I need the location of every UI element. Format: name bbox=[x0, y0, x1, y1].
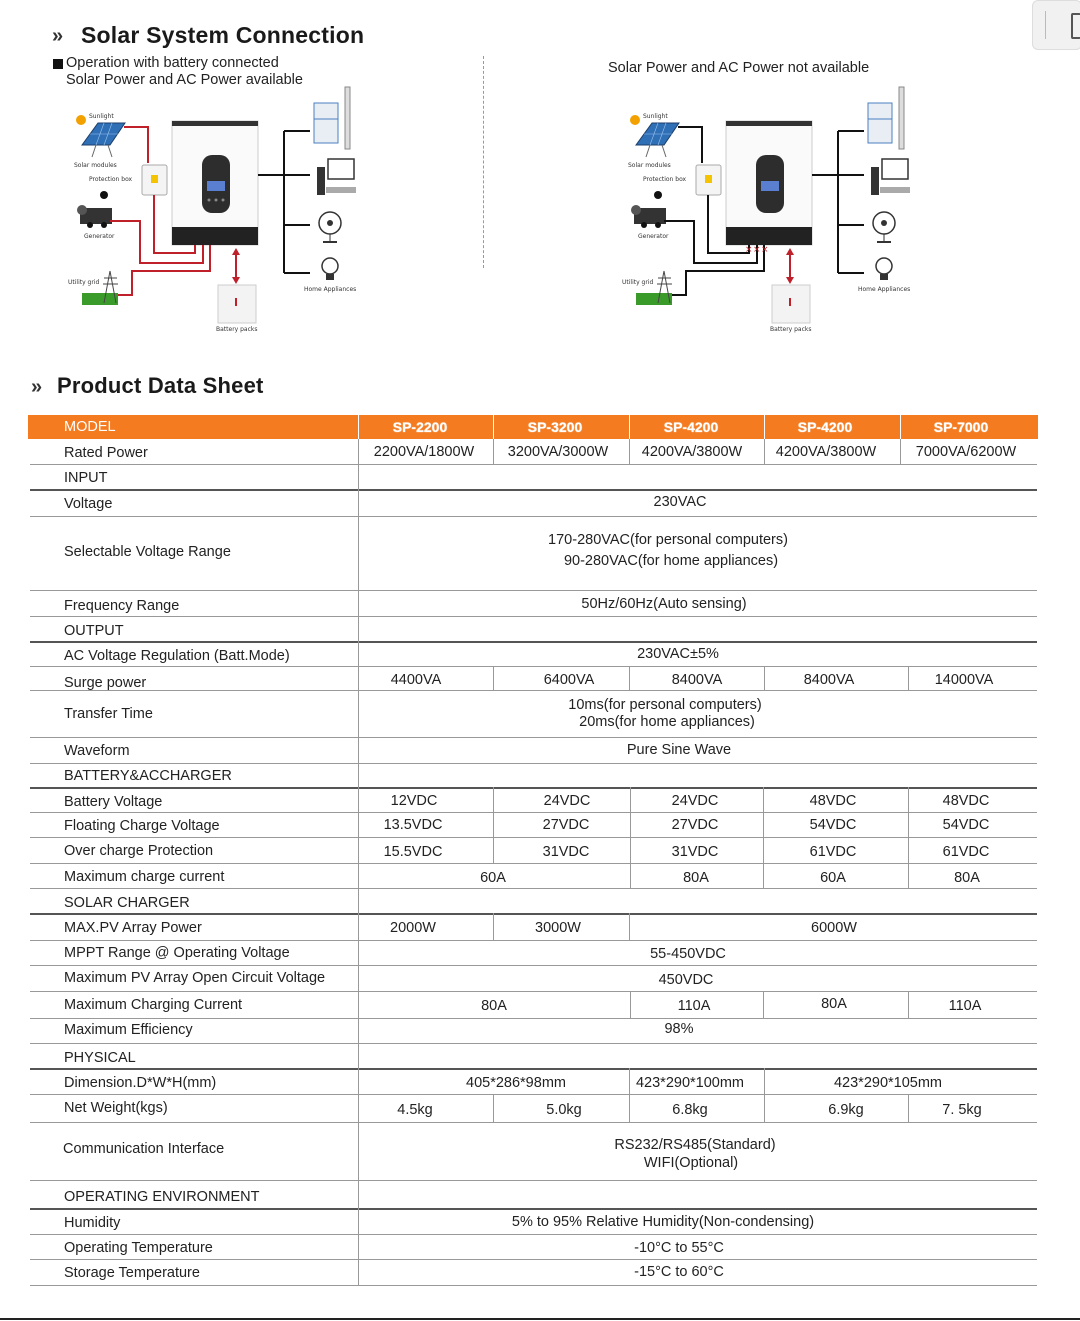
fan-icon bbox=[319, 212, 341, 242]
range-line1: 170-280VAC(for personal computers) bbox=[548, 532, 788, 548]
floating-charge-value: 27VDC bbox=[542, 817, 590, 833]
label-battery-packs: Battery packs bbox=[216, 326, 258, 333]
light-bulb-icon bbox=[322, 258, 338, 280]
dimension-value: 405*286*98mm bbox=[466, 1075, 566, 1091]
svg-text:×: × bbox=[753, 245, 761, 255]
header-model: SP-4200 bbox=[663, 419, 719, 435]
row-label-mppt: MPPT Range @ Operating Voltage bbox=[64, 945, 290, 961]
voltage-value: 230VAC bbox=[653, 494, 707, 510]
diagram-battery-connected bbox=[60, 85, 370, 340]
inverter-icon bbox=[172, 121, 258, 245]
sun-icon bbox=[76, 115, 86, 125]
generator-icon bbox=[77, 191, 112, 228]
rated-power-value: 2200VA/1800W bbox=[373, 444, 475, 460]
label-home-appliances: Home Appliances bbox=[304, 286, 357, 293]
section-physical: PHYSICAL bbox=[64, 1050, 136, 1066]
over-charge-value: 31VDC bbox=[542, 844, 590, 860]
floating-charge-value: 27VDC bbox=[671, 817, 719, 833]
section-environment: OPERATING ENVIRONMENT bbox=[64, 1189, 260, 1205]
header-model: SP-4200 bbox=[797, 419, 853, 435]
floating-charge-value: 54VDC bbox=[809, 817, 857, 833]
label-generator-right: Generator bbox=[638, 233, 669, 240]
battery-voltage-value: 48VDC bbox=[942, 793, 990, 809]
ac-regulation-value: 230VAC±5% bbox=[637, 646, 719, 662]
over-charge-value: 15.5VDC bbox=[383, 844, 443, 860]
max-pv-value: 6000W bbox=[811, 920, 857, 936]
surge-value: 6400VA bbox=[543, 672, 595, 688]
row-label-rated-power: Rated Power bbox=[64, 445, 148, 461]
header-model: SP-2200 bbox=[392, 419, 448, 435]
light-bulb-icon bbox=[876, 258, 892, 280]
utility-grid-icon bbox=[636, 271, 672, 305]
label-solar-modules: Solar modules bbox=[74, 162, 117, 169]
net-weight-value: 4.5kg bbox=[397, 1102, 433, 1118]
net-weight-value: 5.0kg bbox=[546, 1102, 582, 1118]
divider bbox=[1045, 11, 1046, 39]
max-efficiency-value: 98% bbox=[664, 1021, 694, 1037]
surge-value: 4400VA bbox=[390, 672, 442, 688]
row-label-max-pv: MAX.PV Array Power bbox=[64, 920, 202, 936]
dimension-value: 423*290*100mm bbox=[635, 1075, 745, 1091]
rated-power-value: 4200VA/3800W bbox=[641, 444, 743, 460]
fridge-icon bbox=[314, 87, 350, 149]
net-weight-value: 6.8kg bbox=[672, 1102, 708, 1118]
diagram-power-not-available bbox=[614, 85, 924, 340]
label-utility-grid: Utility grid bbox=[68, 279, 100, 286]
svg-text:×: × bbox=[745, 245, 753, 255]
battery-voltage-value: 48VDC bbox=[809, 793, 857, 809]
max-charge-current-value: 60A bbox=[480, 870, 506, 886]
section-title-solar: Solar System Connection bbox=[81, 22, 365, 48]
max-charging-current-value: 110A bbox=[677, 998, 711, 1014]
max-charge-current-value: 80A bbox=[954, 870, 980, 886]
row-label-floating-charge: Floating Charge Voltage bbox=[64, 818, 220, 834]
row-label-transfer: Transfer Time bbox=[64, 706, 153, 722]
bracket-icon bbox=[1071, 13, 1080, 39]
label-battery-packs-right: Battery packs bbox=[770, 326, 812, 333]
computer-icon bbox=[317, 159, 356, 195]
label-utility-grid-right: Utility grid bbox=[622, 279, 654, 286]
max-pv-value: 2000W bbox=[390, 920, 436, 936]
row-label-max-charge-current: Maximum charge current bbox=[64, 869, 225, 885]
row-label-dimension: Dimension.D*W*H(mm) bbox=[64, 1075, 217, 1091]
sun-icon bbox=[630, 115, 640, 125]
battery-voltage-value: 24VDC bbox=[671, 793, 719, 809]
inverter-icon bbox=[726, 121, 812, 245]
dimension-value: 423*290*105mm bbox=[833, 1075, 943, 1091]
label-protection-box-right: Protection box bbox=[643, 176, 687, 183]
transfer-line2: 20ms(for home appliances) bbox=[579, 714, 755, 730]
waveform-value: Pure Sine Wave bbox=[626, 742, 732, 758]
bottom-border bbox=[0, 1318, 1080, 1320]
over-charge-value: 31VDC bbox=[671, 844, 719, 860]
section-input: INPUT bbox=[64, 470, 108, 486]
left-caption-line1: Operation with battery connected bbox=[66, 55, 279, 71]
fridge-icon bbox=[868, 87, 904, 149]
label-sunlight-right: Sunlight bbox=[643, 113, 668, 120]
row-label-surge: Surge power bbox=[64, 675, 147, 691]
row-label-pv-voc: Maximum PV Array Open Circuit Voltage bbox=[64, 970, 326, 986]
row-label-humidity: Humidity bbox=[64, 1215, 121, 1231]
svg-text:×: × bbox=[761, 245, 769, 255]
fan-icon bbox=[873, 212, 895, 242]
surge-value: 8400VA bbox=[803, 672, 855, 688]
surge-value: 14000VA bbox=[934, 672, 994, 688]
max-charge-current-value: 80A bbox=[683, 870, 709, 886]
row-label-max-efficiency: Maximum Efficiency bbox=[64, 1022, 193, 1038]
operating-temp-value: -10°C to 55°C bbox=[634, 1240, 724, 1256]
right-caption: Solar Power and AC Power not available bbox=[608, 60, 870, 76]
rated-power-value: 3200VA/3000W bbox=[507, 444, 609, 460]
chevron-icon: » bbox=[52, 25, 61, 47]
max-pv-value: 3000W bbox=[535, 920, 581, 936]
net-weight-value: 7. 5kg bbox=[942, 1102, 982, 1118]
left-caption-line2: Solar Power and AC Power available bbox=[66, 72, 303, 88]
humidity-value: 5% to 95% Relative Humidity(Non-condensing) bbox=[511, 1214, 815, 1230]
mppt-value: 55-450VDC bbox=[650, 946, 726, 962]
header-model: SP-7000 bbox=[933, 419, 989, 435]
max-charge-current-value: 60A bbox=[820, 870, 846, 886]
pv-voc-value: 450VDC bbox=[658, 972, 714, 988]
utility-grid-icon bbox=[82, 271, 118, 305]
label-solar-modules-right: Solar modules bbox=[628, 162, 671, 169]
bullet-square-icon bbox=[53, 59, 63, 69]
communication-line1: RS232/RS485(Standard) bbox=[614, 1137, 776, 1153]
surge-value: 8400VA bbox=[671, 672, 723, 688]
over-charge-value: 61VDC bbox=[809, 844, 857, 860]
row-label-voltage: Voltage bbox=[64, 496, 113, 512]
battery-voltage-value: 24VDC bbox=[543, 793, 591, 809]
storage-temp-value: -15°C to 60°C bbox=[634, 1264, 724, 1280]
computer-icon bbox=[871, 159, 910, 195]
header-model: SP-3200 bbox=[527, 419, 583, 435]
label-protection-box: Protection box bbox=[89, 176, 133, 183]
row-label-frequency: Frequency Range bbox=[64, 598, 180, 614]
section-solar: SOLAR CHARGER bbox=[64, 895, 190, 911]
rated-power-value: 4200VA/3800W bbox=[775, 444, 877, 460]
header-model-label: MODEL bbox=[64, 419, 116, 435]
row-label-operating-temp: Operating Temperature bbox=[64, 1240, 213, 1256]
max-charging-current-value: 80A bbox=[821, 996, 847, 1012]
net-weight-value: 6.9kg bbox=[828, 1102, 864, 1118]
generator-icon bbox=[631, 191, 666, 228]
row-label-net-weight: Net Weight(kgs) bbox=[64, 1100, 168, 1116]
max-charging-current-value: 80A bbox=[481, 998, 507, 1014]
row-label-communication: Communication Interface bbox=[63, 1141, 225, 1157]
over-charge-value: 61VDC bbox=[942, 844, 990, 860]
communication-line2: WIFI(Optional) bbox=[643, 1155, 739, 1171]
section-battery: BATTERY&ACCHARGER bbox=[64, 768, 232, 784]
label-sunlight: Sunlight bbox=[89, 113, 114, 120]
row-label-selectable-range: Selectable Voltage Range bbox=[64, 544, 231, 560]
row-label-battery-voltage: Battery Voltage bbox=[64, 794, 163, 810]
floating-charge-value: 13.5VDC bbox=[383, 817, 443, 833]
label-home-appliances-right: Home Appliances bbox=[858, 286, 911, 293]
max-charging-current-value: 110A bbox=[948, 998, 982, 1014]
battery-voltage-value: 12VDC bbox=[390, 793, 438, 809]
row-label-max-charging-current: Maximum Charging Current bbox=[64, 997, 243, 1013]
range-line2: 90-280VAC(for home appliances) bbox=[563, 553, 779, 569]
frequency-value: 50Hz/60Hz(Auto sensing) bbox=[581, 596, 747, 612]
chevron-icon: » bbox=[31, 376, 40, 398]
section-output: OUTPUT bbox=[64, 623, 124, 639]
row-label-ac-regulation: AC Voltage Regulation (Batt.Mode) bbox=[64, 648, 290, 664]
section-title-datasheet: Product Data Sheet bbox=[57, 373, 264, 398]
corner-widget[interactable] bbox=[1032, 0, 1080, 50]
label-generator: Generator bbox=[84, 233, 115, 240]
rated-power-value: 7000VA/6200W bbox=[915, 444, 1017, 460]
row-label-storage-temp: Storage Temperature bbox=[64, 1265, 200, 1281]
floating-charge-value: 54VDC bbox=[942, 817, 990, 833]
row-label-waveform: Waveform bbox=[64, 743, 130, 759]
row-label-over-charge: Over charge Protection bbox=[64, 843, 214, 859]
transfer-line1: 10ms(for personal computers) bbox=[568, 697, 762, 713]
diagram-separator bbox=[483, 56, 484, 268]
